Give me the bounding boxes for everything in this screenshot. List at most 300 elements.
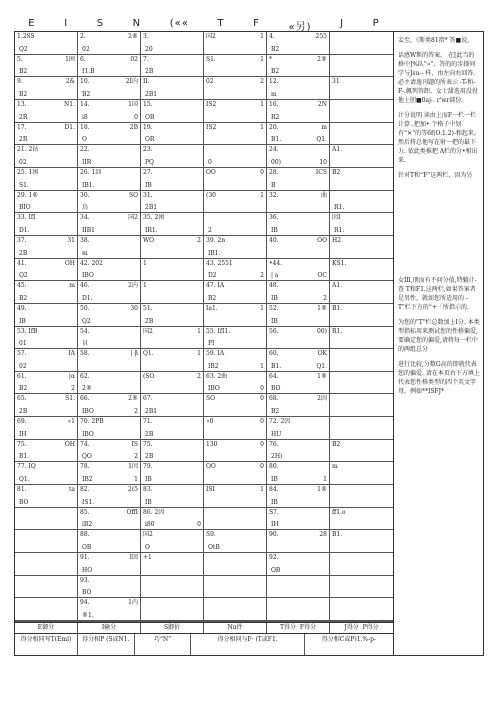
answer-cell [330,259,393,282]
item-answer: IB [145,498,152,506]
item-number: 25. 1困 [17,168,39,176]
score-label-j: J得分 [344,624,359,631]
item-answer: I1.B [82,68,95,76]
item-answer: B2 [208,294,217,302]
answer-cell [141,530,204,553]
answer-cell [15,576,78,599]
answer-cell [15,55,78,78]
item-answer: 20 [145,45,153,53]
answer-cell [330,394,393,417]
answer-cell [204,462,267,485]
item-mark: 1 [260,123,264,131]
item-number: 90. [269,531,279,539]
item-mark: OK [317,350,327,358]
answer-cell [15,32,78,55]
score-label-e: E御分 [15,623,78,633]
item-number: 因I [332,214,341,222]
item-mark: IS [131,440,138,448]
item-answer: OtB [208,544,220,552]
answer-cell [141,123,204,146]
item-mark: | β [130,350,138,358]
item-answer: BO [82,589,92,597]
item-number: 83. [143,486,153,494]
answer-cell [204,236,267,259]
answer-cell [330,168,393,191]
item-mark: 2内 [128,282,138,290]
header-letter: T [217,18,225,29]
answer-cell [141,259,204,282]
item-number: 27. [143,168,153,176]
item-answer: IB2 [82,476,93,484]
answer-cell [141,304,204,327]
item-number: 70. 2PB [80,418,104,426]
answer-cell [330,32,393,55]
score-instruction: 得分相同与F· (T或F1. [191,634,304,655]
item-number: 62. [80,372,90,380]
answer-cell [141,576,204,599]
item-number: (30 [206,191,216,199]
answer-cell [330,621,393,622]
item-mark: 2 [260,78,264,86]
header-letter: I [64,18,69,29]
answer-cell [15,191,78,214]
item-mark: 1 [197,327,201,335]
item-number: 40. [269,236,279,244]
answer-cell [267,145,330,168]
item-number: 16. [269,100,279,108]
score-label-t: T得分 [279,624,296,631]
item-answer: O [145,544,150,552]
item-number: Q1. [143,350,154,358]
item-answer: Q2 [19,272,28,280]
answer-cell [78,576,141,599]
item-answer: IB [271,476,278,484]
item-mark: 1 [260,100,264,108]
item-answer: 2® [82,385,92,393]
item-answer: IIR [82,158,92,166]
item-number: S1. [206,55,216,63]
item-number: 26. 1回 [80,168,102,176]
item-mark: SO [128,191,138,199]
item-answer: BO [271,385,281,393]
answer-cell [204,576,267,599]
score-labels-row [14,623,394,634]
item-mark: 1® [317,372,327,380]
item-number: A1. [332,282,343,290]
answer-cell [267,213,330,236]
item-answer: OB [271,566,281,574]
item-number: 4. [269,33,275,40]
item-number: 84. [269,486,279,494]
score-label-p: P得分 [362,624,379,631]
item-number: 37. [17,236,27,244]
item-mark: 00) [317,327,327,335]
item-answer: D2 [208,272,217,280]
item-number: 88. [80,531,90,539]
item-number: H2 [332,236,342,244]
answer-cell [330,100,393,123]
item-answer: B [271,181,276,189]
answer-cell [15,621,78,622]
answer-cell [141,394,204,417]
item-number: 71. [143,418,153,426]
item-mark: m [321,123,327,131]
item-mark: 1 [197,350,201,358]
answer-cell [141,462,204,485]
answer-cell [204,530,267,553]
item-number: 2. [80,33,86,40]
answer-cell [267,530,330,553]
answer-cell [78,191,141,214]
item-number: 93. [80,576,90,584]
item-answer: BO [19,498,29,506]
answer-cell [267,372,330,395]
item-number: S7. [269,508,279,516]
header-letter: E [28,18,36,29]
item-number: 77. IQ [17,463,36,471]
item-score: 2 [71,385,75,393]
header-letter: «另) [288,22,312,33]
answer-cell [15,281,78,304]
item-answer: m [271,90,277,98]
item-number: 国2 [143,531,153,539]
answer-cell [330,485,393,508]
item-answer: 2B [145,453,154,461]
item-answer: 2B [145,68,154,76]
answer-cell [15,440,78,463]
answer-cell [141,236,204,259]
answer-cell [267,553,330,576]
answer-cell [267,191,330,214]
item-number: 65. [17,395,27,403]
item-number: 46. [80,282,90,290]
item-mark: 国2 [128,214,138,222]
item-number: 55. IfI1. [206,327,231,335]
answer-cell [330,327,393,350]
header-letter: F [253,18,260,29]
answer-cell [204,213,267,236]
item-answer: IB2 [208,362,219,370]
answer-cell [204,55,267,78]
item-number: 68. [269,395,279,403]
answer-cell [78,168,141,191]
item-answer: Q2 [82,317,91,325]
answer-cell [330,440,393,463]
answer-cell [78,372,141,395]
item-number: •44. [269,259,283,267]
item-number: 39. 2n [206,236,226,244]
answer-cell [267,576,330,599]
item-number: 52. [269,304,279,312]
answer-cell [267,259,330,282]
item-answer: IBO [208,385,220,393]
answer-cell [141,417,204,440]
score-instructions-row [14,634,394,656]
item-answer: B2 [82,90,91,98]
item-mark: OO [317,236,327,244]
item-answer: 02 [19,362,27,370]
item-mark: 曲 [320,191,327,199]
answer-cell [15,100,78,123]
item-number: 51. [143,304,153,312]
answer-cell [330,191,393,214]
item-mark: 2® [128,395,138,403]
item-answer: B2 [19,385,28,393]
item-answer: IB [271,226,278,234]
item-number: 31 [332,78,340,86]
item-mark: 0 [260,418,264,426]
item-mark: 1 [260,304,264,312]
item-number: 1 [143,259,147,267]
answer-cell [330,55,393,78]
item-number: 43. 2551 [206,259,233,267]
answer-cell [204,417,267,440]
answer-cell [15,304,78,327]
score-instruction: 得分相P (S或N1. [78,634,135,655]
answer-cell [141,327,204,350]
score-instruction: 巧“N” [135,634,192,655]
item-number: 76. [269,440,279,448]
answer-cell [78,440,141,463]
item-number: 63. 2曲 [206,372,228,380]
answer-cell [15,530,78,553]
answer-cell [78,145,141,168]
item-answer: OR [145,136,155,144]
score-label-jp [330,623,393,633]
item-number: 19. [143,123,153,131]
item-answer: m [82,249,88,257]
item-mark: 2N [317,100,327,108]
item-answer: PI [208,340,215,348]
item-number: B2 [332,440,341,448]
item-answer: IB [271,317,278,325]
answer-cell [78,621,141,622]
answer-cell [141,168,204,191]
answer-cell [141,191,204,214]
answer-cell [267,508,330,531]
item-number: +1 [143,554,152,562]
item-number: IS2 [206,123,217,131]
item-answer: 01 [19,340,27,348]
item-mark: S1. [65,395,75,403]
item-number: 5. [17,55,23,63]
answer-cell [78,598,141,621]
item-mark: N1. [64,100,75,108]
item-answer: 2 [208,226,212,234]
item-number: 1 [143,282,147,290]
item-number: 13. [17,100,27,108]
item-mark: ICS [315,168,327,176]
item-number: 86. 2因 [143,508,165,516]
item-number: 58. [80,350,90,358]
item-number: OO [206,168,216,176]
item-score: OC [317,272,327,280]
item-score: Q1. [316,362,327,370]
item-mark: 31 [67,236,75,244]
item-mark: 2I内 [125,78,138,86]
answer-cell [78,417,141,440]
answer-cell [204,304,267,327]
item-answer: PQ [145,158,154,166]
item-number: 10. [80,78,90,86]
instruction-paragraph: 针对T和“F”这两栏，因为另 [398,172,473,179]
item-answer: BIO [19,204,31,212]
answer-cell [330,236,393,259]
item-number: 31. [143,191,153,199]
item-answer: S1. [19,181,29,189]
item-number: WO [143,236,155,244]
answer-cell [15,372,78,395]
instructions-panel [394,31,484,656]
item-number: 48. [269,282,279,290]
answer-cell [15,145,78,168]
item-number: ff1.o [332,508,346,516]
answer-cell [141,281,204,304]
item-mark: 2 [197,372,201,380]
item-answer: 02 [19,158,27,166]
answer-cell [15,349,78,372]
item-number: 33. IfI [17,214,36,222]
answer-cell [141,145,204,168]
item-answer: 00) [271,158,281,166]
answer-cell [204,485,267,508]
answer-cell [141,621,204,622]
instruction-paragraph: 计分说明 读由上而F一栏一栏计算 .把加• 个格子中划有“✕”的等6f(O.1.2)-和起来。然后将总他写在射一把的最下力. 依此类推把 A栏的分•相出来. [398,112,480,164]
item-answer: IB1. [208,249,221,257]
item-score: 1 [260,362,264,370]
answer-cell [204,281,267,304]
item-number: 50. [80,304,90,312]
answer-cell [330,145,393,168]
header-letter: P [372,18,380,29]
answer-cell [330,508,393,531]
item-answer: R1. [334,204,345,212]
item-number: 36. [269,214,279,222]
score-label-n: Nn件 [204,623,267,633]
item-number: 72. 2因 [269,418,291,426]
answer-cell [15,327,78,350]
answer-cell [330,304,393,327]
item-number: 78. [80,463,90,471]
item-number: 92. [269,554,279,562]
item-number: 91. [80,554,90,562]
answer-cell [78,213,141,236]
item-score: 0 [260,385,264,393]
item-mark: 2 [197,236,201,244]
answer-cell [204,259,267,282]
item-number: 80. [269,463,279,471]
item-score: 2 [134,408,138,416]
item-mark: 28 [319,531,327,539]
answer-cell [78,327,141,350]
item-answer: IH [271,521,279,529]
item-number: 9. [17,78,23,86]
item-answer: 2R [19,136,28,144]
item-answer: IR1. [145,226,158,234]
item-answer: 0 [208,158,212,166]
item-mark: |α [68,372,75,380]
answer-cell [78,485,141,508]
answer-cell [267,281,330,304]
item-answer: B1. [19,453,30,461]
answer-cell [78,32,141,55]
item-answer: i80 [145,521,155,529]
item-number: 64. [269,372,279,380]
answer-cell [78,394,141,417]
answer-cell [204,372,267,395]
answer-cell [78,77,141,100]
item-mark: 30 [130,304,138,312]
item-mark: IA [68,350,75,358]
item-answer: HU [271,430,282,438]
answer-cell [78,304,141,327]
item-mark: 2(5 [128,486,138,494]
item-answer: D1. [82,294,93,302]
answer-cell [204,191,267,214]
item-mark: 0 [260,168,264,176]
item-number: 15. [143,100,153,108]
answer-cell [141,553,204,576]
item-answer: 2R [19,113,28,121]
item-mark: »1 [67,418,75,426]
item-number: Ia1. [206,304,218,312]
item-answer: IBO [82,408,94,416]
item-mark: OH [64,440,75,448]
answer-cell [78,55,141,78]
answer-cell [78,462,141,485]
answer-cell [15,259,78,282]
item-answer: 2B1 [145,408,158,416]
answer-cell [204,621,267,622]
answer-cell [267,462,330,485]
answer-cell [78,530,141,553]
answer-cell [141,32,204,55]
answer-cell [15,123,78,146]
item-mark: 2& [65,78,75,86]
item-score: 0 [134,113,138,121]
item-number: B1. [332,531,343,539]
item-number: 75. [17,440,27,448]
item-mark: OffI [126,508,138,516]
item-mark: 1 [260,55,264,63]
answer-cell [78,553,141,576]
item-mark: m [69,282,75,290]
item-answer: R2 [271,113,280,121]
answer-cell [267,621,330,622]
answer-cell [141,485,204,508]
item-number: 59. IA [206,350,225,358]
answer-cell [330,530,393,553]
answer-cell [15,77,78,100]
answer-cell [15,485,78,508]
item-number: 42. 202 [80,259,103,267]
item-number: 29. 1® [17,191,39,199]
answer-cell [330,123,393,146]
item-number: II. [143,78,150,86]
answer-cell [78,259,141,282]
item-answer: B1. [271,136,282,144]
item-number: B1. [332,304,343,312]
item-score: 1 [323,476,327,484]
item-number: 国2 [143,327,153,335]
item-answer: B2 [271,45,280,53]
answer-cell [204,440,267,463]
item-number: 38. [80,236,90,244]
answer-cell [204,394,267,417]
header-letters [14,18,394,33]
item-mark: 1® [317,486,327,494]
item-number: 66. [80,395,90,403]
